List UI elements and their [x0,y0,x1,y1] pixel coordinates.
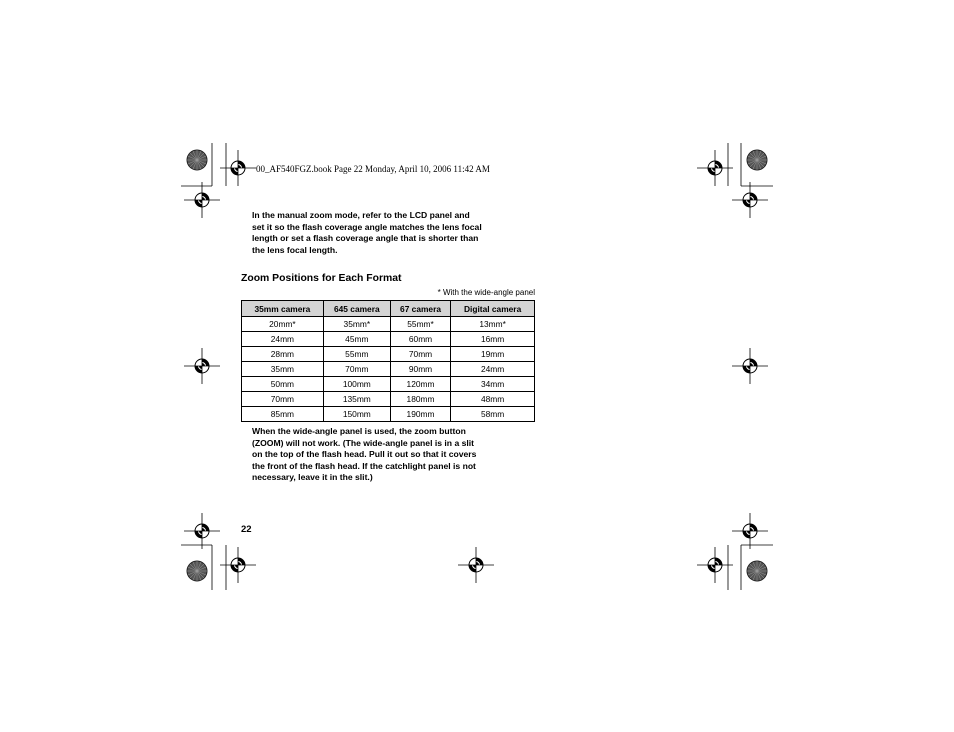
table-cell: 24mm [242,332,324,347]
table-cell: 90mm [390,362,450,377]
note-paragraph: When the wide-angle panel is used, the zoom button (ZOOM) will not work. (The wide-angle panel is in a slit on the top of the flash head. Pull it out so that it covers the front of the flash head. If the catchlight panel is not necessary, leave it in the slit.) [252,426,477,483]
table-cell: 50mm [242,377,324,392]
column-header: 645 camera [323,301,390,317]
table-cell: 45mm [323,332,390,347]
table-cell: 190mm [390,407,450,422]
table-cell: 28mm [242,347,324,362]
table-cell: 20mm* [242,317,324,332]
table-row [242,392,535,407]
table-cell: 48mm [451,392,535,407]
table-cell: 120mm [390,377,450,392]
table-row [242,377,535,392]
table-cell: 55mm* [390,317,450,332]
table-cell: 180mm [390,392,450,407]
section-title: Zoom Positions for Each Format [241,273,402,284]
table-row [242,362,535,377]
table-cell: 85mm [242,407,324,422]
table-row [242,347,535,362]
table-cell: 35mm [242,362,324,377]
column-header: Digital camera [451,301,535,317]
file-info-header: 00_AF540FGZ.book Page 22 Monday, April 10, 2006 11:42 AM [256,164,490,174]
table-cell: 35mm* [323,317,390,332]
table-row [242,317,535,332]
table-cell: 70mm [323,362,390,377]
table-cell: 70mm [242,392,324,407]
table-cell: 100mm [323,377,390,392]
table-row [242,332,535,347]
table-cell: 70mm [390,347,450,362]
page-number: 22 [241,524,252,535]
footnote: * With the wide-angle panel [437,288,535,297]
intro-paragraph: In the manual zoom mode, refer to the LCD panel and set it so the flash coverage angle matches the lens focal length or set a flash coverage angle that is shorter than the lens focal length. [252,210,482,255]
table-header-row [242,301,535,317]
table-row [242,407,535,422]
column-header: 67 camera [390,301,450,317]
zoom-table [241,300,535,422]
table-cell: 34mm [451,377,535,392]
table-cell: 58mm [451,407,535,422]
table-cell: 13mm* [451,317,535,332]
table-cell: 19mm [451,347,535,362]
table-cell: 55mm [323,347,390,362]
table-cell: 135mm [323,392,390,407]
table-cell: 16mm [451,332,535,347]
table-cell: 24mm [451,362,535,377]
column-header: 35mm camera [242,301,324,317]
table-cell: 150mm [323,407,390,422]
table-cell: 60mm [390,332,450,347]
